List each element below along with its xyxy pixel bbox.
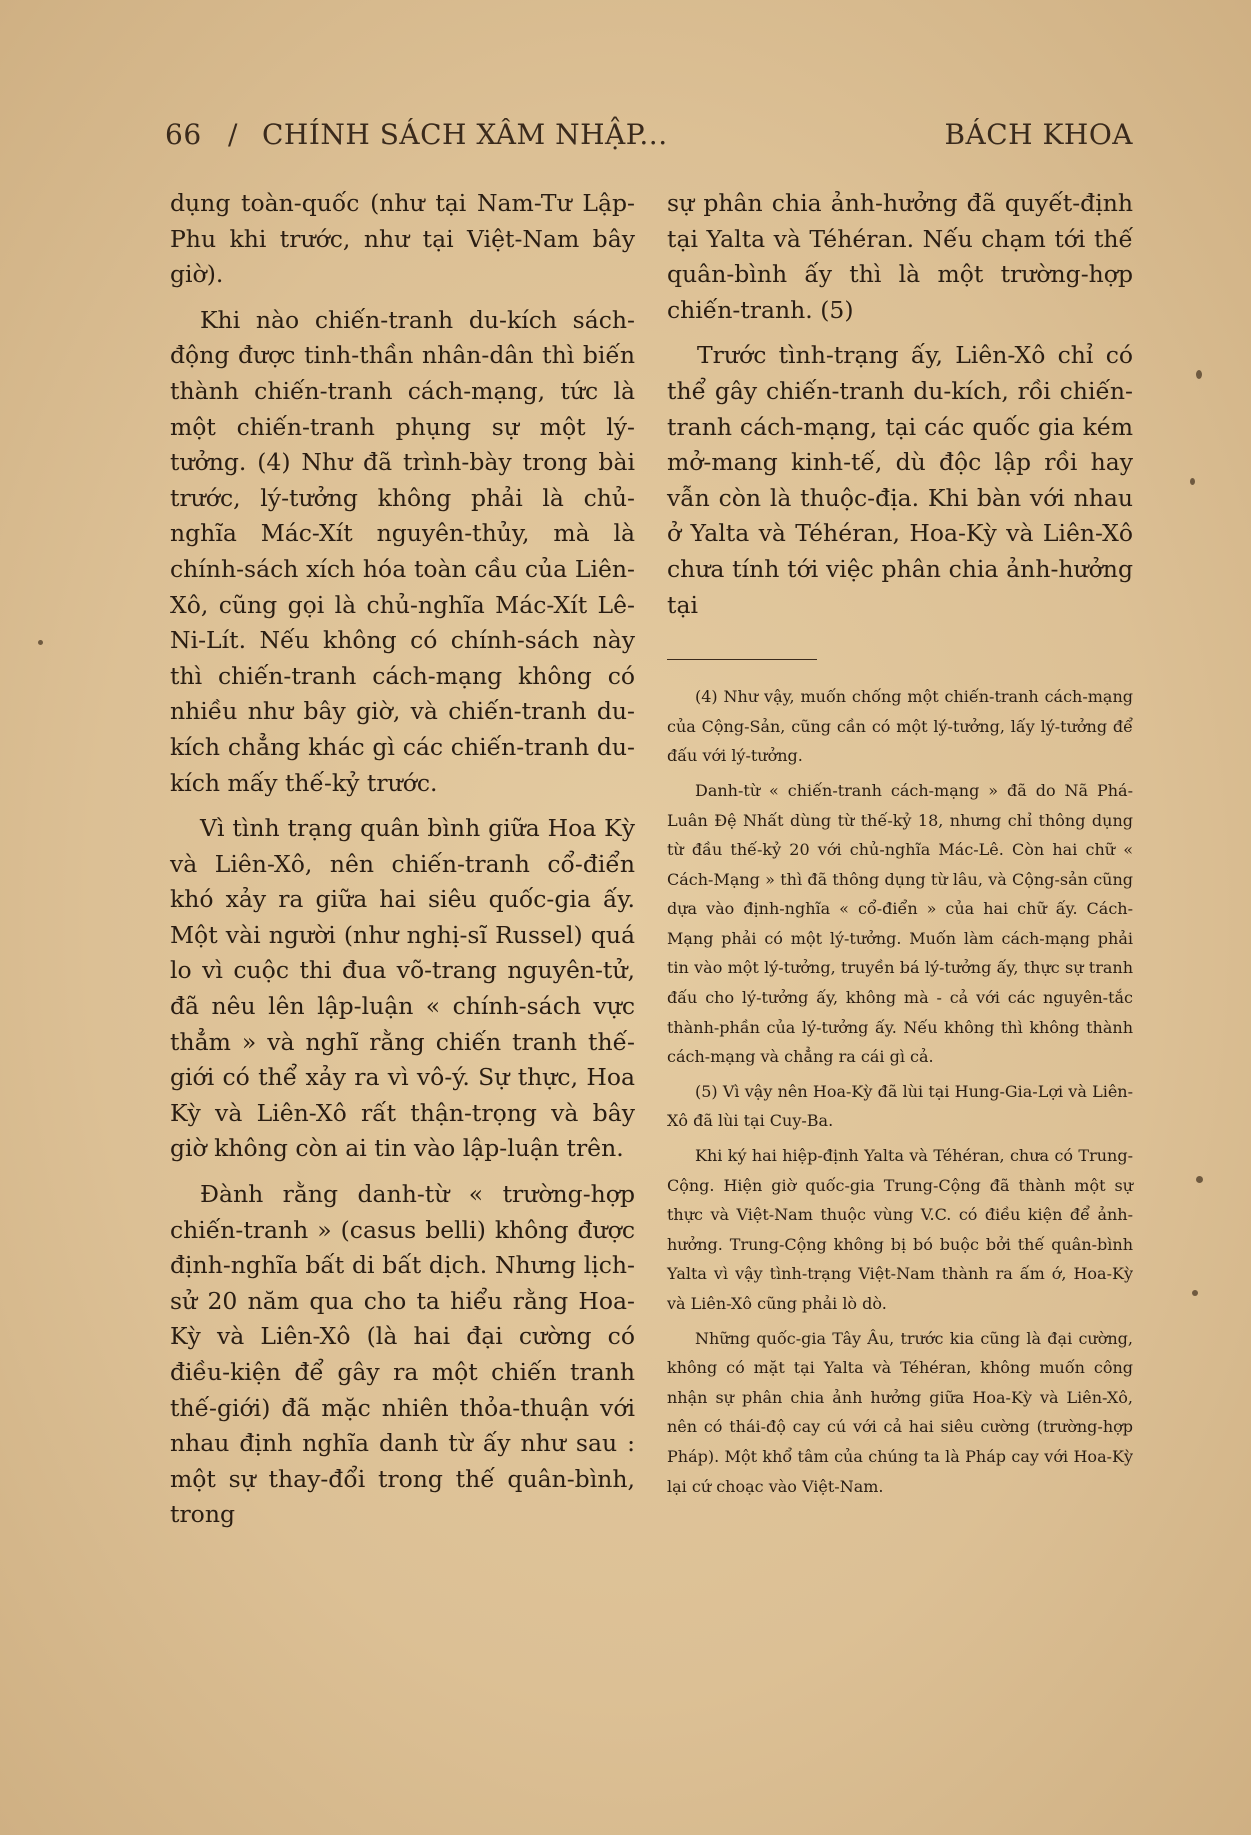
paper-speck: [1196, 370, 1202, 379]
footnote: (5) Vì vậy nên Hoa-Kỳ đã lùi tại Hung-Gia-Lợi và Liên-Xô đã lùi tại Cuy-Ba.: [667, 1081, 1133, 1131]
paper-speck: [1192, 1290, 1198, 1296]
footnote-divider: [667, 659, 817, 660]
paragraph: Khi nào chiến-tranh du-kích sách-động được tinh-thần nhân-dân thì biến thành chiến-tranh cách-mạng, tức là một chiến-tranh phụng sự một lý-tưởng. (4) Như đã trình-bày trong bài trước, lý-tưởng không phải là chủ-nghĩa Mác-Xít nguyên-thủy, mà là chính-sách xích hóa toàn cầu của Liên-Xô, cũng gọi là chủ-nghĩa Mác-Xít Lê-Ni-Lít. Nếu không có chính-sách này thì chiến-tranh cách-mạng không có nhiều như bây giờ, và chiến-tranh du-kích chẳng khác gì các chiến-tranh du-kích mấy thế-kỷ trước.: [170, 305, 635, 797]
header-separator: /: [228, 118, 238, 151]
paper-speck: [1190, 478, 1195, 485]
paragraph: Đành rằng danh-từ « trường-hợp chiến-tranh » (casus belli) không được định-nghĩa bất di bất dịch. Nhưng lịch-sử 20 năm qua cho ta hiểu rằng Hoa-Kỳ và Liên-Xô (là hai đại cường có điều-kiện để gây ra một chiến tranh thế-giới) đã mặc nhiên thỏa-thuận với nhau định nghĩa danh từ ấy như sau : một sự thay-đổi trong thế quân-bình, trong: [170, 1180, 635, 1529]
running-title: CHÍNH SÁCH XÂM NHẬP...: [262, 118, 668, 151]
footnote: Danh-từ « chiến-tranh cách-mạng » đã do Nã Phá-Luân Đệ Nhất dùng từ thế-kỷ 18, nhưng chỉ thông dụng từ đầu thế-kỷ 20 với chủ-nghĩa Mác-Lê. Còn hai chữ « Cách-Mạng » thì đã thông dụng từ lâu, và Cộng-sản cũng dựa vào định-nghĩa « cổ-điển » của hai chữ ấy. Cách-Mạng phải có một lý-tưởng. Muốn làm cách-mạng phải tin vào một lý-tưởng, truyền bá lý-tưởng ấy, thực sự tranh đấu cho lý-tưởng ấy, không mà - cả với các nguyên-tắc thành-phần của lý-tưởng ấy. Nếu không thì không thành cách-mạng và chẳng ra cái gì cả.: [667, 780, 1133, 1067]
paragraph: Trước tình-trạng ấy, Liên-Xô chỉ có thể gây chiến-tranh du-kích, rồi chiến-tranh cách-mạng, tại các quốc gia kém mở-mang kinh-tế, dù độc lập rồi hay vẫn còn là thuộc-địa. Khi bàn với nhau ở Yalta và Téhéran, Hoa-Kỳ và Liên-Xô chưa tính tới việc phân chia ảnh-hưởng tại: [667, 341, 1133, 619]
magazine-name: BÁCH KHOA: [944, 118, 1133, 151]
paragraph: Vì tình trạng quân bình giữa Hoa Kỳ và Liên-Xô, nên chiến-tranh cổ-điển khó xảy ra giữa hai siêu quốc-gia ấy. Một vài người (như nghị-sĩ Russel) quá lo vì cuộc thi đua võ-trang nguyên-tử, đã nêu lên lập-luận « chính-sách vực thẳm » và nghĩ rằng chiến tranh thế-giới có thể xảy ra vì vô-ý. Sự thực, Hoa Kỳ và Liên-Xô rất thận-trọng và bây giờ không còn ai tin vào lập-luận trên.: [170, 814, 635, 1163]
paper-speck: [1196, 1176, 1203, 1183]
paper-speck: [38, 640, 43, 645]
page-number: 66: [165, 118, 202, 151]
paragraph: dụng toàn-quốc (như tại Nam-Tư Lập-Phu khi trước, như tại Việt-Nam bây giờ).: [170, 189, 635, 289]
footnotes: [667, 682, 1133, 1501]
right-column: [667, 186, 1133, 1501]
footnote: Khi ký hai hiệp-định Yalta và Téhéran, chưa có Trung-Cộng. Hiện giờ quốc-gia Trung-Cộng đã thành một sự thực và Việt-Nam thuộc vùng V.C. có điều kiện để ảnh-hưởng. Trung-Cộng không bị bó buộc bởi thế quân-bình Yalta vì vậy tình-trạng Việt-Nam thành ra ấm ớ, Hoa-Kỳ và Liên-Xô cũng phải lò dò.: [667, 1146, 1133, 1313]
left-column: [170, 186, 635, 1533]
footnote: (4) Như vậy, muốn chống một chiến-tranh cách-mạng của Cộng-Sản, cũng cần có một lý-tưởng, lấy lý-tưởng để đấu với lý-tưởng.: [667, 687, 1133, 766]
running-header: [165, 118, 1133, 158]
footnote: Những quốc-gia Tây Âu, trước kia cũng là đại cường, không có mặt tại Yalta và Téhéran, không muốn công nhận sự phân chia ảnh hưởng giữa Hoa-Kỳ và Liên-Xô, nên có thái-độ cay cú với cả hai siêu cường (trường-hợp Pháp). Một khổ tâm của chúng ta là Pháp cay với Hoa-Kỳ lại cứ choạc vào Việt-Nam.: [667, 1328, 1133, 1496]
paragraph: sự phân chia ảnh-hưởng đã quyết-định tại Yalta và Téhéran. Nếu chạm tới thế quân-bình ấy thì là một trường-hợp chiến-tranh. (5): [667, 189, 1133, 324]
